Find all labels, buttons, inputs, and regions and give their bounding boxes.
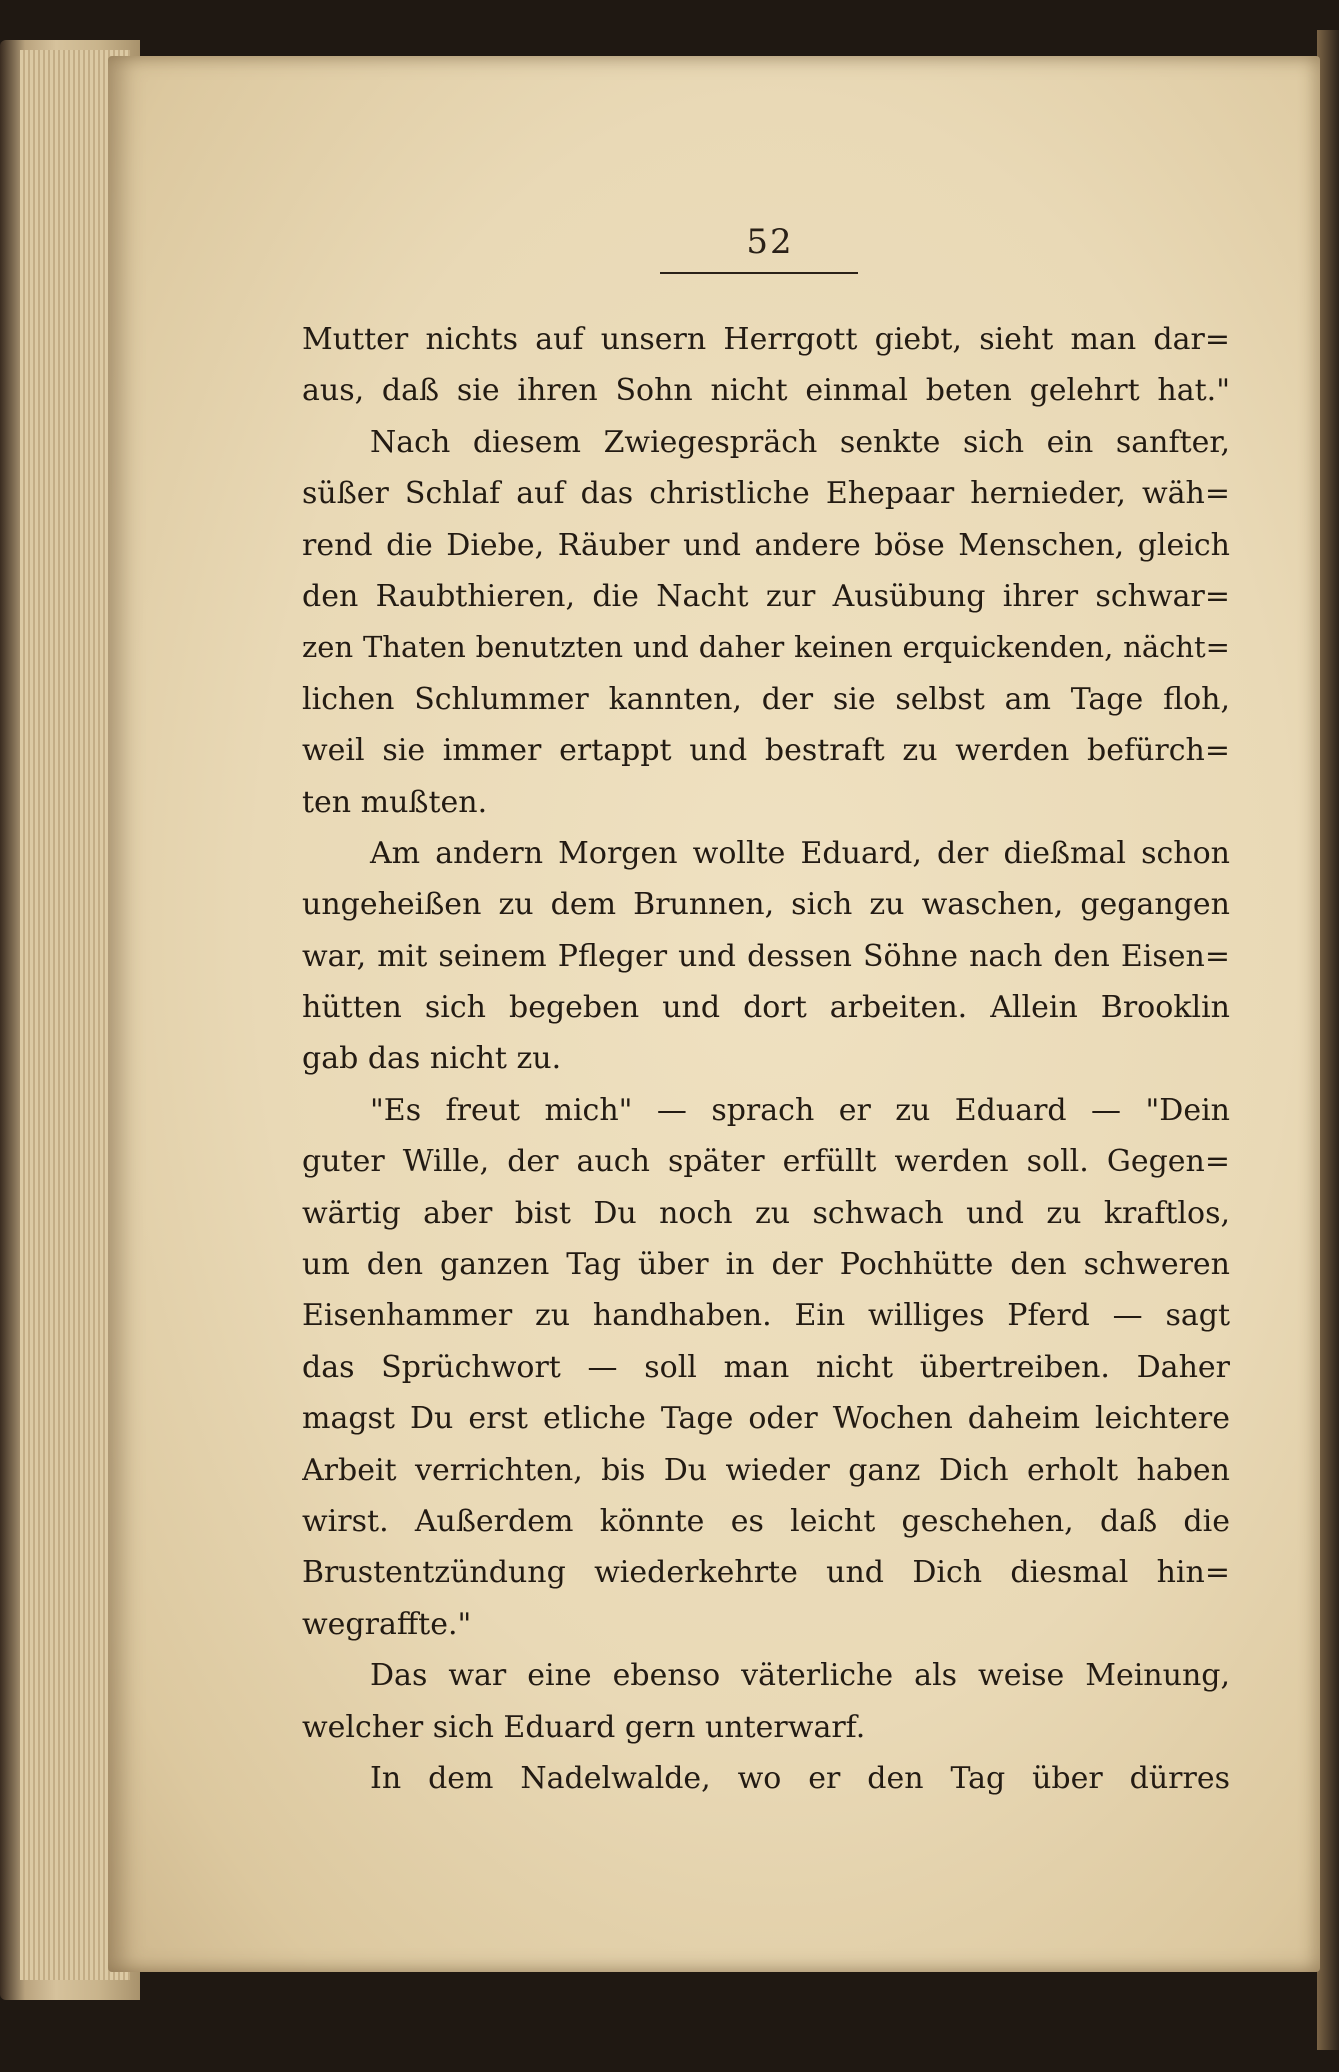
- text-line: welcher sich Eduard gern unterwarf.: [302, 1709, 866, 1745]
- text-line: wegraffte.": [302, 1606, 472, 1642]
- text-line: hütten sich begeben und dort arbeiten. Allein Brooklin: [302, 990, 1230, 1026]
- text-line: war, mit seinem Pfleger und dessen Söhne nach den Eisen=: [302, 938, 1230, 974]
- text-line: wirst. Außerdem könnte es leicht geschehen, daß die: [302, 1503, 1230, 1539]
- text-line: rend die Diebe, Räuber und andere böse Menschen, gleich: [302, 527, 1230, 563]
- text-line: Das war eine ebenso väterliche als weise Meinung,: [370, 1658, 1230, 1694]
- text-line: ungeheißen zu dem Brunnen, sich zu waschen, gegangen: [302, 887, 1230, 923]
- text-line: Arbeit verrichten, bis Du wieder ganz Dich erholt haben: [302, 1452, 1230, 1488]
- text-line: guter Wille, der auch später erfüllt werden soll. Gegen=: [302, 1144, 1230, 1180]
- text-line: den Raubthieren, die Nacht zur Ausübung ihrer schwar=: [302, 578, 1230, 614]
- text-line: "Es freut mich" — sprach er zu Eduard — "Dein: [370, 1092, 1230, 1128]
- text-line: Am andern Morgen wollte Eduard, der dießmal schon: [370, 835, 1230, 871]
- text-line: süßer Schlaf auf das christliche Ehepaar hernieder, wäh=: [302, 476, 1230, 512]
- text-line: um den ganzen Tag über in der Pochhütte den schweren: [302, 1247, 1230, 1283]
- text-line: gab das nicht zu.: [302, 1041, 562, 1077]
- text-line: Mutter nichts auf unsern Herrgott giebt, sieht man dar=: [302, 322, 1230, 357]
- text-line: Nach diesem Zwiegespräch senkte sich ein sanfter,: [370, 424, 1230, 460]
- text-line: magst Du erst etliche Tage oder Wochen daheim leichtere: [302, 1401, 1230, 1437]
- text-line: lichen Schlummer kannten, der sie selbst am Tage floh,: [302, 681, 1230, 717]
- right-book-edge: [1317, 30, 1339, 2050]
- text-line: wärtig aber bist Du noch zu schwach und zu kraftlos,: [302, 1195, 1230, 1231]
- header-rule: [660, 272, 858, 274]
- text-line: das Sprüchwort — soll man nicht übertreiben. Daher: [302, 1349, 1230, 1385]
- text-line: weil sie immer ertappt und bestraft zu werden befürch=: [302, 733, 1230, 769]
- text-line: ten mußten.: [302, 784, 488, 820]
- text-line: Eisenhammer zu handhaben. Ein williges Pferd — sagt: [302, 1298, 1230, 1334]
- text-line: aus, daß sie ihren Sohn nicht einmal beten gelehrt hat.": [302, 373, 1230, 409]
- page-number: 52: [746, 222, 794, 262]
- body-text: [302, 314, 1230, 1804]
- text-line: In dem Nadelwalde, wo er den Tag über dürres: [370, 1760, 1230, 1796]
- text-line: Brustentzündung wiederkehrte und Dich diesmal hin=: [302, 1555, 1230, 1591]
- text-line: zen Thaten benutzten und daher keinen erquickenden, nächt=: [302, 630, 1230, 665]
